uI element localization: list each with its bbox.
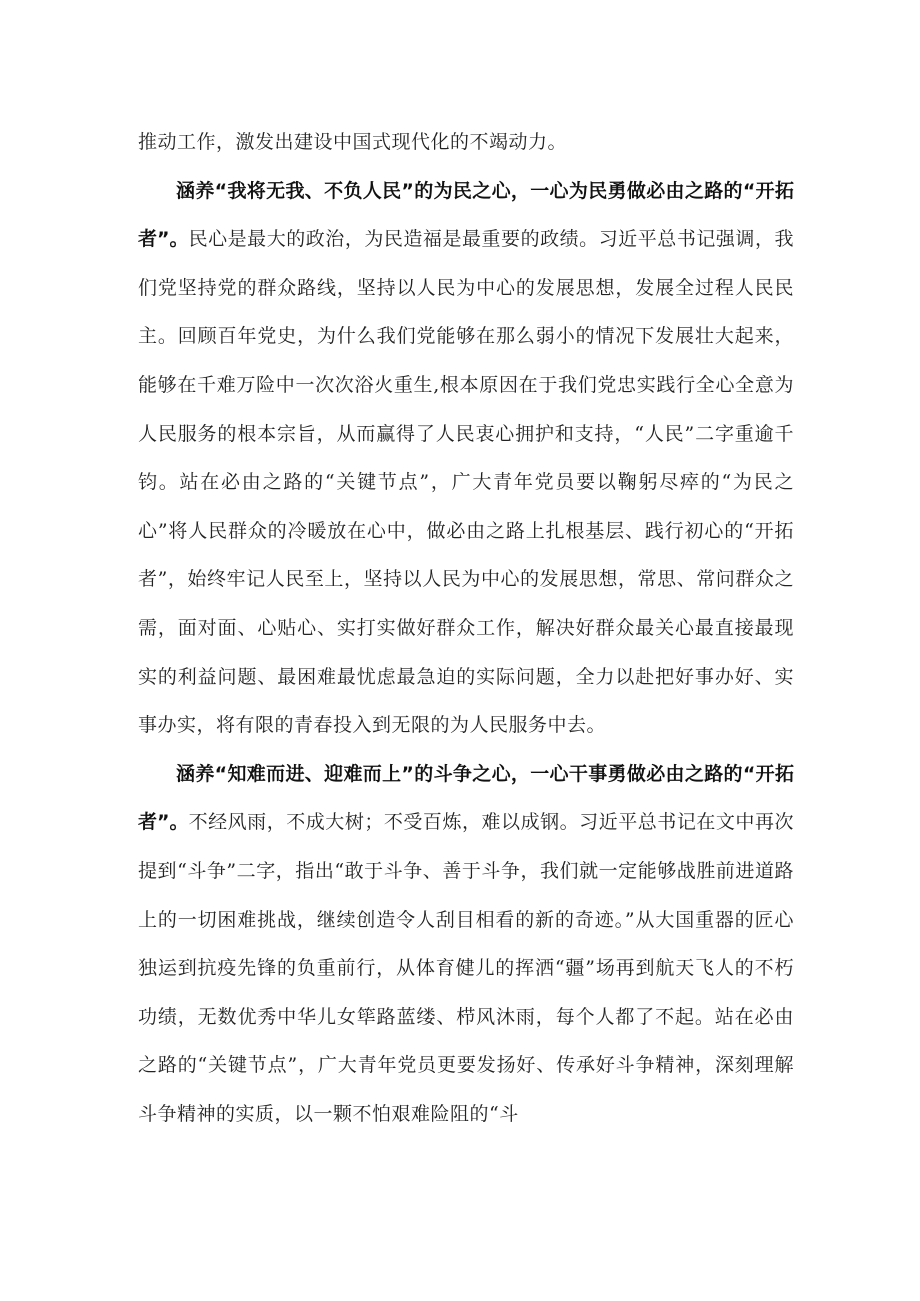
paragraph-text: 民心是最大的政治，为民造福是最重要的政绩。习近平总书记强调，我们党坚持党的群众路线，坚持以人民为中心的发展思想，发展全过程人民民主。回顾百年党史，为什么我们党能够在那么弱小的情况下发展壮大起来，能够在千难万险中一次次浴火重生,根本原因在于我们党忠实践行全心全意为人民服务的根本宗旨，从而赢得了人民衷心拥护和支持，“人民”二字重逾千钧。站在必由之路的“关键节点”，广大青年党员要以鞠躬尽瘁的“为民之心”将人民群众的冷暖放在心中，做必由之路上扎根基层、践行初心的“开拓者”，始终牢记人民至上，坚持以人民为中心的发展思想，常思、常问群众之需，面对面、心贴心、实打实做好群众工作，解决好群众最关心最直接最现实的利益问题、最困难最忧虑最急迫的实际问题，全力以赴把好事办好、实事办实，将有限的青春投入到无限的为人民服务中去。 xyxy=(138,228,794,737)
paragraph-text: 不经风雨，不成大树；不受百炼，难以成钢。习近平总书记在文中再次提到“斗争”二字，指出“敢于斗争、善于斗争，我们就一定能够战胜前进道路上的一切困难挑战，继续创造令人刮目相看的新的奇迹。”从大国重器的匠心独运到抗疫先锋的负重前行，从体育健儿的挥洒“疆”场再到航天飞人的不朽功绩，无数优秀中华儿女筚路蓝缕、栉风沐雨，每个人都了不起。站在必由之路的“关键节点”，广大青年党员更要发扬好、传承好斗争精神，深刻理解斗争精神的实质，以一颗不怕艰难险阻的“斗 xyxy=(138,811,794,1125)
document-body xyxy=(138,118,794,1138)
paragraph-struggle-spirit xyxy=(138,750,794,1139)
paragraph-lead-heading: 涵养“知难而进、迎难而上”的斗争之心，一心干事勇做必由之路的“开拓者”。 xyxy=(138,762,794,834)
paragraph-text: 推动工作，激发出建设中国式现代化的不竭动力。 xyxy=(138,131,568,153)
paragraph-lead-heading: 涵养“我将无我、不负人民”的为民之心，一心为民勇做必由之路的“开拓者”。 xyxy=(138,179,794,251)
paragraph-people-centered xyxy=(138,167,794,750)
paragraph-continuation xyxy=(138,118,794,167)
